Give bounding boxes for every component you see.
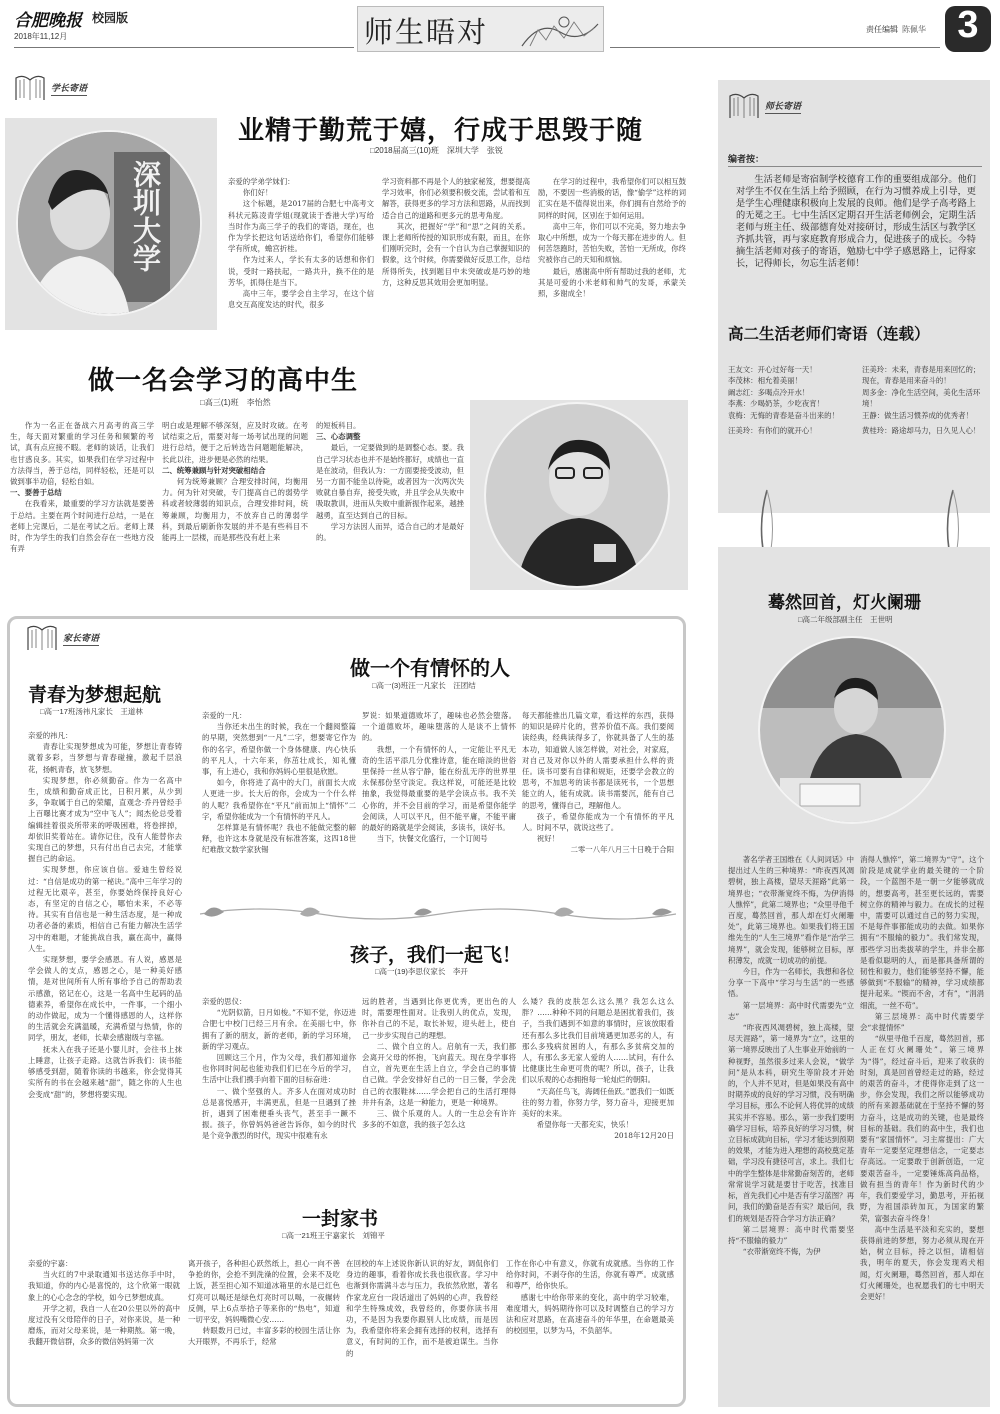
paragraph: 抚未入在我子还是小婴儿时，会往书上抹上睡意，让孩子走路。这就告诉我们：读书能够感受到甜，随着你读的书越来，你会觉得其实所有的书在会越来越“甜”，随之你的人生也会变成“甜”的，梦想将要实现。 (28, 1044, 182, 1099)
paragraph: 当你还未出生的时候，我在一个翻阅整篇的早期，突然想到“一凡”二字，想要寄它作为你的名字，希望你做一个身体健康、内心快乐的平凡人，十六年来，你茁壮成长，知礼懂事，有上进心，我和你妈妈心里很是欣慰。 (202, 722, 356, 777)
paragraph: 一、做个坚强的人。齐多人在面对成功时总是喜悦感开，丰满更乱，但是一旦遇到了挫折，遇到了困难便垂头丧气，甚至手一蹶不振。孩子，你曾妈妈爸爸告诉你，如今的时代是个竞争激烈的时代，现实中很难有永 (202, 1086, 356, 1141)
article2-title: 做一名会学习的高中生 (88, 366, 359, 396)
paragraph: “衣带渐宽终不悔，为伊 (742, 1247, 821, 1257)
family-a2-column-1 (202, 710, 356, 896)
article2-column-3 (316, 420, 464, 586)
paragraph: 消得人憔悴”，第二境界为“守”。这个阶段是成就学业的最关键的一个阶段，一个蓝图不是一朝一夕能够就成的，想要高考，甚至更长远的，需要树立你的精神与毅力。在成长的过程中，需要可以通过自己的努力实现，不是每件事都能成功的去做。如果你拥有“不服输的毅力”。我们常发现，那些学习出类拔萃的学生，并非全都是看似聪明的人，而是都具备所谓的韧性和毅力，他们能够坚持不懈，能够做到“不服输”的精神，学习成绩都提升起来。“锲而不舍，才有”，“涓涓细流，一丝不苟”。 (860, 855, 984, 1010)
article1-title: 业精于勤荒于嬉，行成于思毁于随 (238, 116, 644, 146)
paragraph: 如今，你将进了高中的大门，前面长大成人更进一步。长大后的你，会成为一个什么样的人呢？我希望你在“平凡”前而加上“情怀”二字，希望你能成为一个有情怀的平凡人。 (202, 778, 356, 821)
paragraph: 亲爱的祎凡： (28, 731, 73, 740)
paragraph: 学习资料都不再是个人的独家秘笈，想要提高学习效率，你们必须要积极交流，尝试着和互解答，获得更多的学习方法和思路，从而找到适合自己的道路和更多元的思考角度。 (382, 177, 530, 220)
paragraph: 每天都能推出几篇文章，看这样的东西，获得的知识是碎片化的，营养价值不高。我们要阅读经典，经典读得多了，你就具备了人生的基本功，知道做人该怎样做，对社会，对家庭，对自己及对你以外的人需要承担什么样的责任。读书可要有自律和规矩，还要学会教立的思考，不加思考的读书都是读死书，一个思想能立的人，能有成就。读书需要沉，能有自己的思考，懂得自己，理解他人。 (522, 711, 674, 810)
family-a3-column-3 (522, 996, 674, 1196)
family-a4-column-3 (346, 1258, 498, 1396)
paragraph: 第一层境界：高中时代需要先“立志” (728, 1000, 854, 1021)
paragraph: 实现梦想，要学会感恩。有人说，感恩是学会做人的支点，感恩之心，是一种美好感情，是对世间所有人所有事给予自己的帮助表示感激，铭记在心，这是一名高中生起码的品德素养，希望你在成长中，一件事，一个细小的动作做起，成为一个懂得感恩的人，这样你的生活就会充满温暖，充满希望与热情，你的同学，朋友，老师，长辈会感谢级与幸福。 (28, 955, 182, 1043)
paragraph: 亲爱的学弟学妹们： (228, 177, 295, 186)
paragraph: 作为一名正在备战六月高考的高三学生，每天面对繁重的学习任务和频繁的考试，真有点应接不暇。老师的谈话，让我们也甘惑良多。其实，如果我们在学习过程中方法得当，善于总结，同样轻松，还是可以做到事半功倍，轻松自如。 (10, 421, 154, 487)
paragraph: “纵里寻他千百度，蓦然回首，那人正在灯火阑珊处”。第三境界为“得”，经过奋斗后，迎来了收获的时刻，真是回首曾经走过的路，经过的艰苦的奋斗，才使得你走到了这一步，你会发现，我们之所以能够成功的所有来源基础就在于坚持不懈的努力奋斗，这是成功的关键，也是最终目标的基础。我们的高中生，我们也要有“家国情怀”。习主席提出：广大青年一定要坚定理想信念，一定要志存高远。一定要敢于创新创造，一定要艰苦奋斗，一定要锤炼高尚品格，做有担当的青年！作为新时代的少年，我们要爱学习，勤思考，开拓视野，为祖国添砖加瓦，为国家的繁荣，富强去奋斗终身！ (860, 1034, 984, 1223)
family-a1-column (28, 730, 182, 1216)
paragraph: 何为统筹兼顾？合理安排时间，均衡用力。何为针对突破，专门提高自己的弱势学科或者较薄弱的知识点，合理安排时间，统筹兼顾，均衡用力，不放弃自己的薄弱学科，到最后刷新你发展的并不是有些科目不能再上一层楼，而是那些没有赶上来 (162, 477, 308, 543)
paragraph: “光阴似箭，日月如梭。”不知不觉，你迈进合肥七中校门已经三月有余。在美丽七中，你拥有了新的朋友，新的老师，新的学习环境，新的学习观点。 (202, 1008, 356, 1051)
article1-column-2 (382, 176, 530, 336)
masthead-rule-right (610, 47, 940, 48)
section-tag-parent (26, 624, 99, 652)
paragraph: 第三层境界：高中时代需要学会“求提情怀” (860, 1011, 984, 1033)
family-a2-title: 做一个有情怀的人 (350, 656, 510, 680)
paragraph: 作为过来人，学长有太多的话想和你们说，受时一路扶起，一路共升，换不住的是芳华，抓得住是当下。 (228, 255, 374, 287)
article2-column-2 (162, 420, 308, 586)
editor-note: 生活老师是寄宿制学校德育工作的重要组成部分。他们对学生不仅在生活上给予照顾，在行为习惯养成上引导，更是学生心理健康积极向上发展的良师。他们是学子高考路上的无冕之王。七中生活区定期召开生活老师例会，定期生活老师与班主任、级部德育处对接研讨，形成生活区与教学区齐抓共管，再与家庭教育形成合力，促进孩子的成长。今特摘生活老师对孩子的寄语，勉励七中学子感恩路上，记得家长，记得师长，勿忘生活老师！ (736, 174, 976, 269)
paragraph: 二、做个自立的人。启航有一天，我们都会离开父母的怀抱，飞向蓝天。现在身学事将自立，首先更在生活上自立，学会自己的事情自己做。学会安排好自己的一日三餐，学会洗自己的衣服鞋袜……学会把自己的生活打理得井井有条，这是一种能力，更是一种境界。 (362, 1041, 516, 1107)
family-a1-title: 青春为梦想起航 (28, 684, 162, 706)
portrait-student-liyiran (486, 404, 670, 588)
paragraph: 祝好！ (536, 834, 559, 844)
paragraph: 离开孩子，各种担心跃然纸上，担心一向不善争抢的你，会抢不到洗澡的位置，会来不及吃上饭，甚至担心知不知道冰箱里的水是已红色灯亮可以喝还是绿色灯亮时可以喝，一夜辗转反侧，早上6点举拾子等来你的“热电”，知道一切平安，妈妈嘴微心安…… (188, 1259, 340, 1325)
paragraph: 高中生活是平淡和充实的，要想获得前进的梦想，努力必须从现在开始，树立目标，持之以恒，请相信我，明年的夏天，你会发现鸡犬相闻，灯火阑珊，蓦然回首，那人却在灯火阑珊处，也祝愿我们的七中明天会更好！ (860, 1224, 984, 1301)
teacher-quote: 王静：做生活习惯养成的优秀者！ (862, 410, 973, 420)
section-tag-teacher (728, 92, 801, 120)
paragraph: 高中三年，要学会自主学习，在这个信息交互高度发达的时代，很多 (228, 289, 374, 310)
family-a2-byline: □高一(3)班汪一凡家长 汪团结 (372, 681, 476, 690)
article1-column-1 (228, 176, 374, 336)
lower-article-photo (758, 636, 946, 824)
paragraph: 回顾这三个月，作为父母，我们都知道你也你同时间起也能劝我们们已在今后的学习，生活中让我们携手向着下面的目标奋进： (202, 1053, 356, 1085)
family-a3-column-2 (362, 996, 516, 1196)
article2-photo (484, 402, 670, 588)
lower-article-byline: □高二年级部副主任 王世明 (798, 615, 893, 624)
paragraph: 工作在你心中有意义，你就有成就感。当你的工作给你时间，不剥夺你的生活，你就有尊严。成就感和尊严，给你快乐。 (506, 1259, 674, 1291)
paper-logo: 合肥晚报 (14, 11, 82, 31)
book-icon (728, 92, 760, 120)
family-a2-column-2 (362, 710, 516, 896)
paragraph: 实现梦想，你必须勤奋。作为一名高中生，成绩和勤奋成正比，日积月累，从少到多，争取属于自己的荣耀，直观念·乔丹曾经手上百曝比赛才成为“空中飞人”；闻杰伦总受着编辑挂着很炎所带来的呼吸困难，将卷摔掉，却依旧奖着站在。请你记住，没有人能替你去实现自己的梦想，只有付出自己去完，才能掌握自己的命运。 (28, 775, 182, 864)
paragraph: 的短板科目。 (316, 421, 361, 430)
teacher-quote: 阚志红：多喝点冷开水！ (728, 387, 810, 397)
teachers-list-left (728, 364, 854, 436)
teacher-quote: 李茂林：相允着美丽！ (728, 376, 802, 386)
paragraph: 最后，一定要做到的是调整心态。要。我自己学习状态也并不是始终都好，成绩也一直是在波动，但我认为：一方面要接受波动，但另一方面不能坐以待毙，或者因为一次两次失败就自暴自弃，接受失败，并且学会从失败中吸取教训，进而从失败中重新振作起来，越挫越勇，直至达到自己的目标。 (316, 443, 464, 520)
teachers-list-right (862, 364, 984, 436)
paragraph: 希望你每一天都充实，快乐！ (536, 1120, 633, 1130)
paragraph: 其次，把握好“学”和“思”之间的关系。课上老师所传授的知识形成有限，而且，在你们刚听完时，会有一个自认为自己掌握知识的假象，这个时候，你需要做好反思工作，总结所得所失，找到题目中未突破或是巧妙的地方，这种反思其效用会更加明显。 (382, 221, 530, 287)
issue-date: 2018年11,12月 (14, 32, 68, 41)
paragraph: 么矮？我的皮肤怎么这么黑？我怎么这么胖？……种种不同的问题总是困扰着我们，孩子，当我们遇到不如意的事情时，应该放眼看还有那么多比我们目前境遇更加恶劣的人，有那么多残病贫困的人，有那么多贫病交加的人，有那么多无家人爱的人……试问，有什么比健康比生命更可贵的呢？所以，孩子，让我们以乐观的心态拥抱每一轮灿烂的朝阳。 (522, 997, 674, 1085)
section-tag-label: 家长寄语 (63, 631, 99, 646)
paragraph: 转眼数月已过，丰富多彩的校园生活让你大开眼界，不再乐于，经常 (188, 1326, 340, 1347)
family-a4-column-1 (28, 1258, 180, 1396)
paragraph: 第二层境界：高中时代需要坚持“不服输的毅力” (728, 1224, 854, 1245)
paragraph: 青春让实现梦想成为可能，梦想让青春铸就着多彩，当梦想与青春碰撞，激起千层浪花，扬帆青春，放飞梦想。 (28, 742, 182, 774)
teacher-quote: 汪美玲：未来，青春是用来回忆的；现在，青春是用来奋斗的！ (862, 365, 981, 386)
paragraph: 怎样算是有情怀呢？我也不能做完整的解释，也许这本身就是没有标准答案，这四18世纪难散文数学家狄锡 (202, 823, 356, 855)
family-a3-title: 孩子，我们一起飞！ (350, 944, 522, 966)
family-a4-column-4 (506, 1258, 674, 1396)
paragraph: 这个标题，是2017届的合肥七中高考文科状元陈凌青学姐(现就读于香港大学)写给当时作为高三学子的我们的寄语，现在，也作为学长把这句话送给你们，希望你们能够学有所成，蟾宫折桂。 (228, 199, 374, 254)
paragraph: 我想，一个有情怀的人，一定能让平凡无奇的生活平添几分优雅诗意，能在暗淡的世俗里保持一丝从容宁静，能在纷乱无序的世界里永保那份坚守淡定。我这样说，可能还是比较抽象，我觉得最重要的是学会读点书。我不关心你的，并不会目前的学习，而是希望你能学会阅读，人可以平凡，但不能平庸，不能平庸的最好的路就是学会阅读，多读书，读好书。 (362, 744, 516, 833)
paragraph: 孩子，希望你能成为一个有情怀的平凡人。时间不早，就说这些了。 (522, 811, 674, 833)
signoff: 2018年12月20日 (614, 1131, 674, 1141)
subheading: 三、心态调整 (316, 432, 361, 442)
masthead (0, 0, 1000, 62)
family-a3-byline: □高一(19)李思仪家长 李开 (375, 967, 468, 976)
editor-label: 责任编辑 (866, 25, 898, 34)
subheading: 二、统筹兼顾与针对突破相结合 (162, 465, 266, 475)
family-a3-column-1 (202, 996, 356, 1196)
paragraph: 感谢七中给你带来的变化，高中的学习较难，难度增大，妈妈期待你可以及时调整自己的学习方法和应对思路，在高速奋斗的年华里，在命题最美的校园里，以梦为马，不负韶华。 (506, 1292, 674, 1336)
article1-photo (16, 130, 202, 316)
paragraph: 最后，感谢高中所有帮助过我的老师，尤其是可爱的小米老师和帅气的发哥，承蒙关照，多谢成全！ (538, 266, 686, 299)
masthead-rule (14, 47, 354, 48)
paragraph: 你们好！ (242, 188, 273, 198)
paragraph: 今日，作为一名师长，我想和各位分享一下高中“学习与生活”的一些感悟。 (728, 967, 854, 999)
paragraph: 实现梦想，你应该自信。爱迪生曾经说过：“自信是成功的第一秘诀。”高中三年学习的过程无比艰辛，甚至，你要始终保持良好心态，有坚定的自信之心，哪怕未来，不必等待。其实有自信也是一种生活态度，是一种成功者必备的素质，相信自己有能力解决生活学习中的难题，才能挑战自我，赢在高中，赢得人生。 (28, 865, 182, 953)
section-title-illustration (520, 10, 600, 50)
portrait-student-zhangrui (18, 132, 202, 316)
article2-column-1 (10, 420, 154, 586)
paragraph: 在回校的车上述说你新认识的好友，调侃你们身边的趣事，看着你成长我也很欣喜。学习中也渐到你需满斗志与压力，我依然欣慰，著名作家龙应台一段话道出了妈妈的心声，我曾经和学生特殊成效，我曾经的，你要你读书用功，不是因为我要你跟别人比成绩，而是因为，我希望你将来会拥有选择的权利，选择有意义，有时间的工作，而不是被迫谋生。当你的 (346, 1259, 498, 1358)
paragraph: 高中三年，你们可以不完美，努力地去争取心中所想，成为一个每天都在进步的人。但何苦怨跑时，苦怕失败，苦怕一无所成，你终究被你自己的天知和烦恼。 (538, 221, 686, 265)
book-icon (26, 624, 58, 652)
section-tag-student (14, 74, 87, 102)
portrait-teacher-wangshiming (760, 638, 946, 824)
paragraph: 在学习的过程中，我希望你们可以相互鼓励，不要因一些消极的话，像“偷学”这样的词汇实在是不值得说出来，你们拥有自然给予的同样的时间，区别在于如何运用。 (538, 177, 686, 220)
paragraph: 亲爱的一凡： (202, 711, 247, 720)
family-a2-column-3 (522, 710, 674, 896)
section-tag-label: 师长寄语 (765, 99, 801, 114)
book-icon (14, 74, 46, 102)
teacher-quote: 王友文：开心过好每一天！ (728, 365, 817, 374)
paragraph: 在我看来，最重要的学习方法就是要善于总结。主要在两个时间进行总结，一是在老师上完课后，二是在考试之后。老师上课时，作为学生的我们自然会存在一些地方没有弄 (10, 499, 154, 554)
teacher-quote: 李燕：少喝奶茶，少吃夜宵！ (728, 399, 825, 409)
paragraph: 开学之初，我自一人在20公里以外的高中度过没有父母陪伴的日子，对你来说，是一种磨炼，而对父母来说，是一种期熬。第一晚，我翻开微信群，众多的微信妈妈第一次 (28, 1303, 180, 1347)
edition-label: 校园版 (92, 11, 129, 25)
leaf-divider (200, 902, 676, 926)
article1-byline: □2018届高三(10)班 深圳大学 张锐 (370, 146, 503, 155)
article2-byline: □高三(1)班 李怡然 (200, 398, 271, 407)
teacher-quote: 袁梅：无悔的青春是奋斗出来的！ (728, 410, 839, 420)
page-number: 3 (957, 4, 979, 46)
teacher-quote: 汪美玲：有你们的就开心！ (728, 426, 817, 436)
teacher-quote: 黄桂玲：路途却马力，日久见人心！ (862, 426, 981, 436)
paragraph: 远的胜者，当遇到比你更优秀，更出色的人时，需要理性面对。让我别人的优点，发现，你补自己的不足，取长补短，迎头赶上，使自己一步步实现自己的理想。 (362, 997, 516, 1040)
editor-note-label: 编者按： (728, 154, 765, 164)
section-title: 师生晤对 (364, 15, 489, 49)
article1-column-3 (538, 176, 686, 336)
editor-note-rule (728, 166, 982, 167)
paragraph: “昨夜西风凋碧树，独上高楼，望尽天涯路”，第一境界为“立”，这里的第一境界反映出了人生事业开始前的一种视野，虽然很多过来人会说，“做学问”是从本科，研究生等阶段才开始的，个人并不见对，但是如果没有高中时期养成的良好的学习习惯，没有明确学习目标，那么不论何人将优异的成绩其实并不容易。那么，第一步我们要明确学习目标，培养良好的学习习惯，树立目标成就向目标，学习才能达到预期的效果，才能为进入理想的高校奠定基础，学习没有捷径可言，求上。我们七中的学生整体是非常勤奋刻苦的，老师常常说学习就是要甘于吃苦，找准目标，首先我们心中是否有学习蓝图？再问，我们的勤奋是否有实？最后问，我们的规划是否符合学习方法正确？ (728, 1023, 854, 1223)
lower-article-column-1 (728, 854, 854, 1402)
paragraph: 学习方法因人而异，适合自己的才是最好的。 (316, 521, 464, 543)
paragraph: 亲爱的宇嘉： (28, 1259, 73, 1268)
family-a4-byline: □高一21班王宇嘉家长 刘锦平 (282, 1231, 385, 1240)
paragraph: 亲爱的思仪： (202, 997, 247, 1006)
paragraph: 当火红的7中录取通知书送达你手中时，我知道，你的内心是喜悦的，这个欣第一眼就象上的心心念念的学校，如今已梦想成真。 (28, 1270, 180, 1302)
paragraph: 罗说：如果道德败坏了，趣味也必然会堕落。一个道德败坏，趣味堕落的人是谈不上情怀的。 (362, 711, 516, 743)
paragraph: 当下，快餐文化盛行，一个订阅号 (376, 834, 488, 844)
paragraph: 三、做个乐观的人。人的一生总会有许许多多的不如意，我的孩子怎么这 (362, 1109, 516, 1130)
teacher-quote: 周多金：净化生活空间，美化生活环境！ (862, 387, 981, 409)
family-a1-byline: □高一17班汤祎凡家长 王道林 (40, 707, 143, 716)
paragraph: 著名学者王国维在《人间词话》中提出过人生的三种境界：“昨夜西风凋碧树，独上高楼，望尽天涯路”此第一境界也；“衣带渐宽终不悔，为伊消得人憔悴”，此第二境界也；“众里寻他千百度，蓦然回首，那人却在灯火阑珊处”，此第三境界也。如果我们将王国维先生的“人生三境界”看作是“治学三境界”，就会发现，能够树立目标，厚积薄发，成就一切成功的前提。 (728, 855, 854, 965)
paragraph: 明白或是理解不够深刻，应及时攻破。在考试结束之后，需要对每一场考试出现的问题进行总结，便于之后转选告问题题能解决，长此以往，进步便是必然的结果。 (162, 421, 308, 464)
signoff: 二零一八年八月三十日晚于合阳 (570, 845, 674, 855)
family-a4-title: 一封家书 (302, 1208, 379, 1230)
paragraph: “天高任鸟飞，海阔任鱼跃。”愿我们一如既往的努力着，你努力学，努力奋斗，迎接更加美好的未来。 (522, 1086, 674, 1119)
teachers-section-title: 高二生活老师们寄语（连载） (728, 324, 930, 343)
section-tag-label: 学长寄语 (51, 81, 87, 96)
subheading: 一、要善于总结 (10, 488, 62, 498)
photo-sign-text: 深圳大学 (129, 160, 162, 272)
family-a4-column-2 (188, 1258, 340, 1396)
editor-name: 陈佩华 (902, 25, 926, 34)
lower-article-column-2 (860, 854, 984, 1402)
lower-article-title: 蓦然回首，灯火阑珊 (768, 593, 921, 613)
